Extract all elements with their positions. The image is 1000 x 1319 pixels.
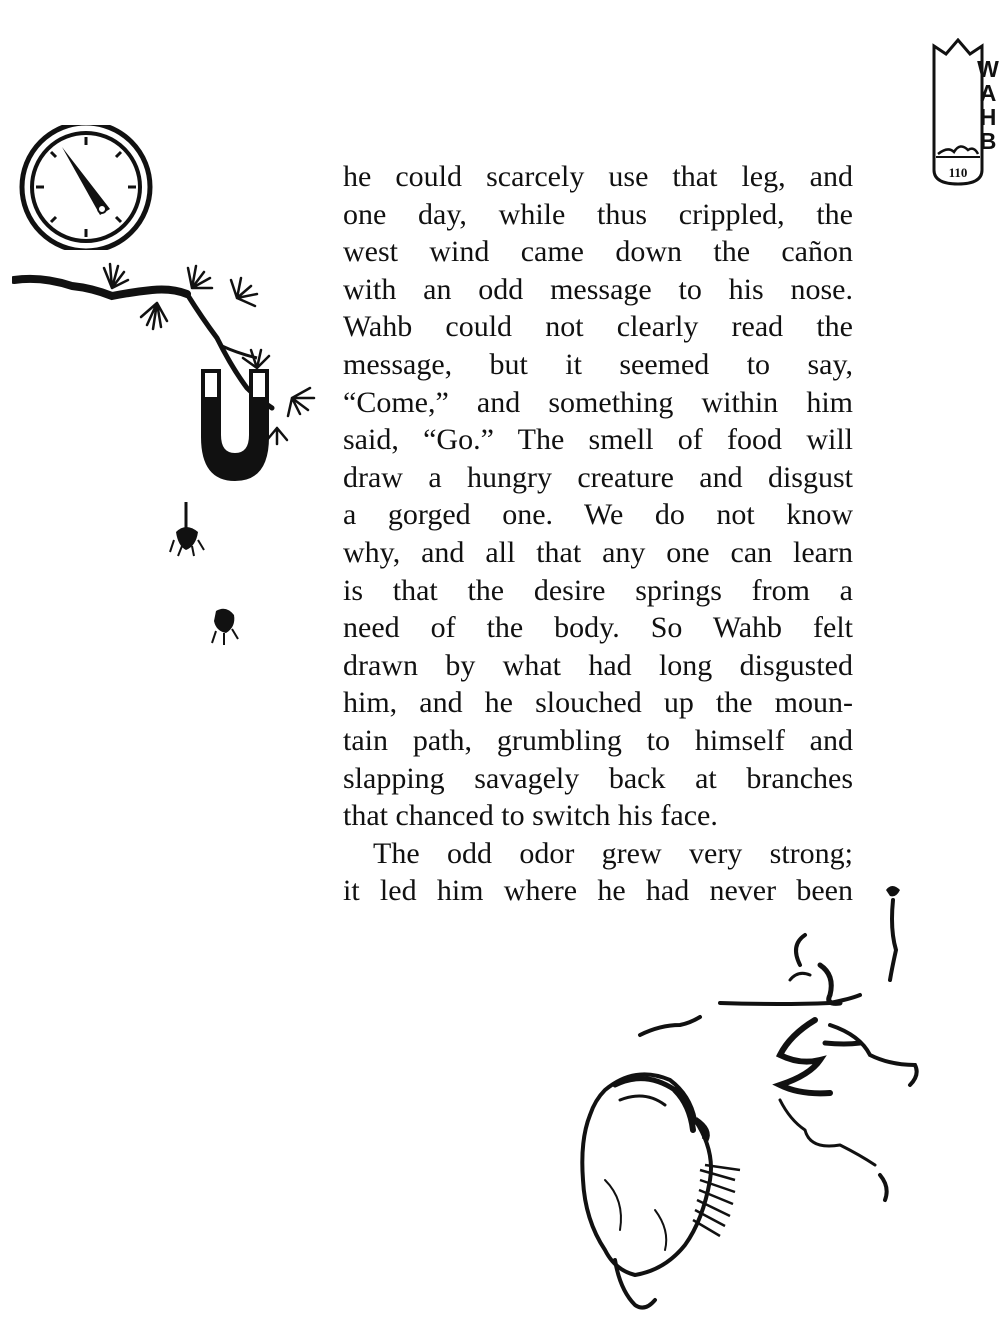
insect-icon (168, 500, 208, 558)
text-line: message, but it seemed to say, (343, 347, 853, 381)
text-line: slapping savagely back at branches (343, 761, 853, 795)
text-line: is that the desire springs from a (343, 573, 853, 607)
page-number: 110 (948, 165, 968, 180)
compass-icon (18, 125, 158, 250)
text-line: he could scarcely use that leg, and (343, 160, 853, 193)
text-line: him, and he slouched up the moun- (343, 686, 853, 720)
text-line: draw a hungry creature and disgust (343, 460, 853, 494)
text-line: need of the body. So Wahb felt (343, 611, 853, 645)
text-line: why, and all that any one can learn (343, 535, 853, 569)
text-line: a gorged one. We do not know (343, 498, 853, 532)
bear-sketch-icon (575, 1060, 775, 1315)
text-line: that chanced to switch his face. (343, 799, 718, 833)
text-line: drawn by what had long disgusted (343, 648, 853, 682)
chapter-badge (928, 38, 999, 188)
badge-letter-w: W (977, 56, 999, 82)
horseshoe-magnet-icon (195, 365, 275, 485)
text-line: “Come,” and something within him (343, 385, 853, 419)
text-line: The odd odor grew very strong; (373, 836, 853, 870)
text-line: tain path, grumbling to himself and (343, 723, 853, 757)
text-line: with an odd message to his nose. (343, 272, 853, 306)
badge-letter-h: H (979, 104, 997, 130)
badge-letter-a: A (979, 80, 997, 106)
badge-letter-b: B (979, 128, 997, 154)
text-line: Wahb could not clearly read the (343, 310, 853, 344)
text-line: said, “Go.” The smell of food will (343, 423, 853, 457)
body-text (343, 158, 853, 910)
text-line: west wind came down the cañon (343, 235, 853, 269)
text-line: one day, while thus crippled, the (343, 197, 853, 231)
insect-icon (208, 605, 240, 645)
text-line: it led him where he had never been (343, 874, 853, 908)
pine-branch-icon (12, 258, 322, 458)
